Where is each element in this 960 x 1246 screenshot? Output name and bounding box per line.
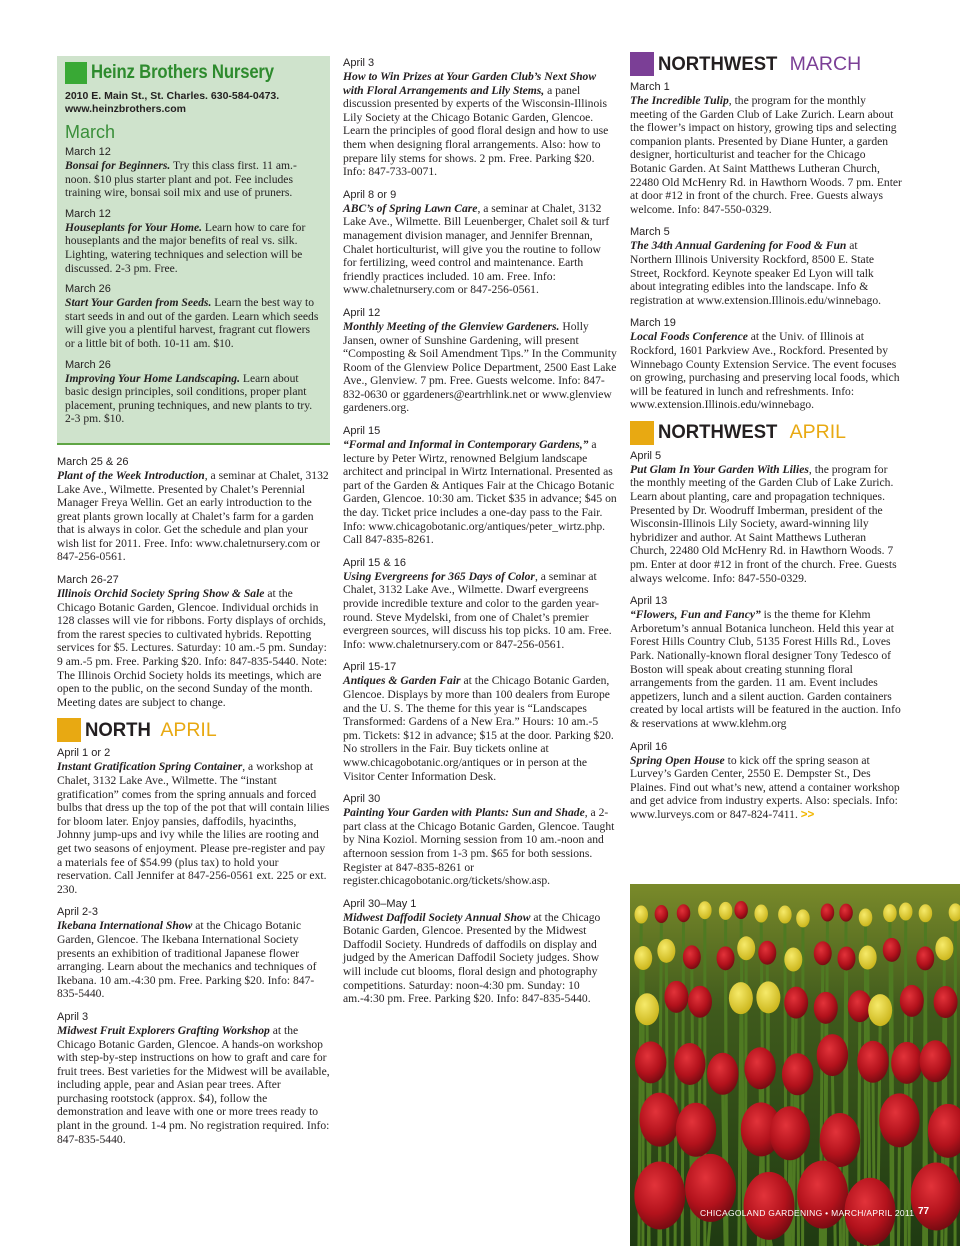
event-description	[630, 239, 902, 307]
tulip-bloom	[935, 936, 953, 960]
tulip-bloom	[814, 941, 832, 965]
event-text: Learn the best way to start seeds in and out of the garden. Learn which seeds will give you a plentiful harvest, fragrant cut flowers or a little bit of both. 10-11 am. $10.	[65, 296, 319, 350]
event-item	[630, 449, 902, 585]
event-text: Learn about basic design principles, soil conditions, proper plant placement, pruning techniques, and new plants to try. 2-3 pm. $10.	[65, 371, 313, 426]
northwest-march-heading	[630, 52, 902, 76]
tulip-bloom	[657, 939, 675, 963]
tulip-bloom	[756, 981, 780, 1013]
event-item	[343, 660, 617, 783]
tulip-bloom	[674, 1043, 706, 1085]
tulip-bloom	[839, 904, 853, 922]
column-1-event-list	[57, 455, 330, 710]
event-text: , a seminar at Chalet, 3132 Lake Ave., Wilmette. Dwarf evergreens provide incredible texture and color to the garden year-round. Steve Mydelski, from one of Chalet’s premier evergreen sources, will discuss his top picks. 10 am. Free. Info: www.chaletnursery.com or 847-256-0561.	[343, 569, 612, 651]
event-description	[65, 296, 322, 350]
event-title: Spring Open House	[630, 753, 725, 767]
event-date: April 15 & 16	[343, 556, 406, 569]
event-text: , the program for the monthly meeting of the Garden Club of Lake Zurich. Learn about the flower’s impact on history, growing tips and selecting companion plants. Presented by Diane Hunter, a garden designer, horticulturist and teacher for the Chicago Botanic Garden. At Saint Matthews Lutheran Church, 22480 Old McHenry Rd. in Hawthorn Woods. 7 pm. Enter at door #12 in front of the church. Free. Guests always welcome. Info: 847-550-0329.	[630, 94, 902, 216]
tulip-bloom	[688, 986, 712, 1018]
event-date: April 30–May 1	[343, 897, 417, 910]
event-text: at the Chicago Botanic Garden, Glencoe. Displays by more than 100 dealers from Europe and the U. S. The theme for this year is “Landscapes Transformed: Gardens of a New Era.” Hours: 10 am.-5 pm. Tickets: $12 in advance; $15 at the door. Parking $20. No strollers in the Fair. Buy tickets online at www.chicagobotanic.org/antiques or in person at the Visitor Center Information Desk.	[343, 674, 614, 783]
tulip-bloom	[677, 904, 691, 922]
event-description	[65, 159, 322, 200]
event-description	[630, 754, 902, 822]
section-region: NORTHWEST	[658, 421, 778, 444]
tulip-bloom	[737, 936, 755, 960]
tulip-bloom	[859, 946, 877, 970]
event-text: at the Chicago Botanic Garden, Glencoe. Individual orchids in 128 classes will vie for ribbons. Forty displays of orchids, from the rarest species to cultivated hybrids. Repotting services for $5. Lectures. Saturday: 10 am.-5 pm. Sunday: 9 am.-5 pm. Free. Parking $20. Info: 847-835-5440. Note: The Illinois Orchid Society holds its meetings, which are open to the public, on the second Sunday of the month. Meeting dates are subject to change.	[57, 587, 328, 709]
event-date: March 1	[630, 81, 670, 93]
event-item	[65, 145, 322, 200]
event-description	[57, 469, 330, 564]
event-item	[343, 424, 617, 547]
continued-arrow-icon[interactable]: >>	[800, 807, 815, 821]
tulip-bloom	[734, 901, 748, 919]
tulip-bloom	[782, 1053, 814, 1095]
tulip-bloom	[848, 990, 872, 1022]
event-text: to kick off the spring season at Lurvey’s Garden Center, 2550 E. Dempster St., Des Plaines. Find out what’s new, attend a container workshop and get advice from industry experts. Also: specials. Info: www.lurveys.com or 847-824-7411.	[630, 753, 900, 821]
event-description	[343, 438, 617, 547]
tulip-bloom	[879, 1093, 920, 1147]
tulip-bloom	[744, 1172, 795, 1240]
event-text: at Northern Illinois University Rockford, 8500 E. State Street, Rockford. Keynote speaker Ed Lyon will talk about integrating edibles into the landscape. Info & registration at www.extension.Illinois.edu/winnebago.	[630, 239, 882, 307]
event-item	[630, 740, 902, 822]
event-description	[343, 911, 617, 1006]
event-date: March 26-27	[57, 574, 119, 587]
event-text: , a 2-part class at the Chicago Botanic Garden, Glencoe. Taught by Nina Koziol. Morning session from 10 am.-noon and afternoon session from 1-3 pm. $65 for both sessions. Register at 847-835-8261 or register.chicagobotanic.org/tickets/show.asp.	[343, 806, 615, 888]
green-square-icon	[65, 62, 87, 84]
event-date: April 2-3	[57, 906, 98, 919]
sponsor-box	[57, 56, 330, 445]
event-title: “Formal and Informal in Contemporary Gardens,”	[343, 438, 589, 452]
event-description	[630, 608, 902, 730]
north-april-heading	[57, 718, 330, 742]
tulip-bloom	[655, 905, 669, 923]
event-title: How to Win Prizes at Your Garden Club’s Next Show with Floral Arrangements and Lily Stems,	[343, 70, 597, 97]
sponsor-header	[65, 62, 322, 84]
tulip-bloom	[634, 1162, 685, 1230]
tulip-field-image	[630, 884, 960, 1246]
sponsor-address: 2010 E. Main St., St. Charles. 630-584-0473.	[65, 90, 280, 102]
event-text: a lecture by Peter Wirtz, renowned Belgium landscape architect and principal in Wirtz International. Presented as part of the Garden & Antiques Fair at the Chicago Botanic Garden, Glencoe. 10:30 am. Ticket $35 in advance; $45 on the day. Ticket price includes a one-day pass to the Fair. Info: www.chicagobotanic.org/antiques/peter_wirtz.php. Call 847-835-8261.	[343, 438, 617, 547]
event-item	[343, 897, 617, 1006]
tulip-bloom	[814, 992, 838, 1024]
event-item	[343, 556, 617, 652]
event-date: March 26	[65, 358, 111, 371]
event-item	[630, 594, 902, 730]
tulip-bloom	[920, 1040, 952, 1082]
event-date: April 12	[343, 306, 381, 319]
event-item	[65, 207, 322, 275]
event-title: The Incredible Tulip	[630, 94, 729, 107]
event-title: Houseplants for Your Home.	[65, 220, 203, 234]
event-text: is the theme for Klehm Arboretum’s annual Botanica luncheon. Held this year at Forest Hills Country Club, 5135 Forest Hills Rd., Loves Park. Nationally-known floral designer Tony Tedesco of Boston will speak about creating stunning floral arrangements from the garden. 11 am. Event includes appetizers, lunch and a silent auction. Garden containers created by local artists will be featured in the auction. Info & reservations at www.klehm.org	[630, 608, 901, 730]
tulip-bloom	[635, 993, 659, 1025]
event-date: April 13	[630, 595, 668, 608]
event-date: March 26	[65, 283, 111, 296]
tulip-bloom	[796, 909, 810, 927]
event-date: April 8 or 9	[343, 188, 397, 201]
event-date: March 12	[65, 207, 111, 220]
event-text: at the Chicago Botanic Garden, Glencoe. Presented by the Midwest Daffodil Society. Hundreds of daffodils on display and judged by the American Daffodil Society judges. Show will include cut blooms, floral design and photography competitions. Saturday: noon-4:30 pm. Sunday: 10 am.-4:30 pm. Free. Parking $20. Info: 847-835-5440.	[343, 910, 601, 1006]
event-text: Holly Jansen, owner of Sunshine Gardening, will present “Composting & Soil Amendment Tips.” In the Community Room of the Glenview Police Department, 2500 East Lake Ave., Glenview. 7 pm. Free. Guests welcome. Info: 847-832-0630 or ggardeners@eartrhlink.net or www.glenview gardeners.org.	[343, 319, 617, 415]
column-2-event-list	[343, 56, 617, 1006]
page-footer: CHICAGOLAND GARDENING • MARCH/APRIL 2011	[700, 1208, 915, 1218]
section-month: MARCH	[789, 52, 862, 75]
event-date: April 15	[343, 425, 381, 438]
event-item	[57, 1010, 330, 1146]
event-date: March 25 & 26	[57, 455, 129, 468]
tulip-bloom	[784, 987, 808, 1019]
event-description	[630, 463, 902, 585]
tulip-bloom	[883, 904, 897, 922]
event-description	[630, 330, 902, 412]
event-text: , a workshop at Chalet, 3132 Lake Ave., Wilmette. The “instant gratification” comes from the spring annuals and forced bulbs that dress up the top of the pot that will contain lilies for bloom later. Enjoy pansies, daffodils, hyacinths, Johnny jump-ups and ivy while the lilies are rooting and get two seasons of enjoyment. Please pre-register and pay a materials fee of $54.99 (plus tax) to hold your reservation. Call Jennifer at 847-256-0561 ext. 225 or ext. 230.	[57, 760, 330, 896]
event-date: April 3	[343, 57, 375, 69]
section-month: APRIL	[789, 421, 847, 444]
event-item	[343, 56, 617, 179]
tulip-bloom	[729, 982, 753, 1014]
north-april-event-list	[57, 746, 330, 1146]
tulip-bloom	[817, 1034, 849, 1076]
event-date: April 15-17	[343, 661, 397, 674]
event-title: Monthly Meeting of the Glenview Gardeners.	[343, 319, 560, 333]
tulip-bloom	[778, 905, 792, 923]
yellow-square-icon	[57, 718, 81, 742]
tulip-bloom	[919, 904, 933, 922]
event-description	[343, 806, 617, 888]
event-title: Using Evergreens for 365 Days of Color	[343, 569, 535, 583]
sponsor-website: www.heinzbrothers.com	[65, 103, 186, 115]
tulip-bloom	[916, 946, 934, 970]
event-item	[65, 282, 322, 350]
event-title: Midwest Daffodil Society Annual Show	[343, 910, 531, 924]
tulip-bloom	[717, 946, 735, 970]
event-title: Instant Gratification Spring Container	[57, 760, 243, 774]
event-description	[57, 919, 330, 1001]
event-description	[57, 587, 330, 709]
event-date: April 3	[57, 1010, 89, 1023]
sponsor-month: March	[65, 122, 116, 142]
tulip-bloom	[883, 938, 901, 962]
tulip-bloom	[837, 946, 855, 970]
tulip-bloom	[891, 1042, 923, 1084]
event-description	[57, 1024, 330, 1146]
event-title: Bonsai for Beginners.	[65, 159, 171, 172]
tulip-bloom	[635, 1041, 666, 1083]
event-item	[630, 225, 902, 307]
tulip-bloom	[664, 981, 688, 1013]
tulip-bloom	[698, 901, 712, 919]
event-title: Painting Your Garden with Plants: Sun and Shade	[343, 806, 585, 820]
tulip-bloom	[676, 1103, 717, 1157]
event-description	[343, 320, 617, 415]
event-description	[343, 570, 617, 652]
event-date: April 5	[630, 449, 662, 462]
event-date: March 5	[630, 226, 670, 239]
column-1	[57, 56, 330, 1155]
event-description	[65, 221, 322, 275]
tulip-bloom	[857, 1041, 889, 1083]
event-description	[343, 70, 617, 179]
tulip-bloom	[868, 994, 892, 1026]
tulip-bloom	[744, 1047, 776, 1089]
event-title: Midwest Fruit Explorers Grafting Workshop	[57, 1023, 270, 1037]
event-description	[630, 94, 902, 216]
tulip-bloom	[683, 945, 701, 969]
northwest-april-heading	[630, 421, 902, 445]
event-text: , the program for the monthly meeting of the Garden Club of Lake Zurich. Learn about planting, care and propagation techniques. Presented by Dr. Woodruff Imberman, president of the Wisconsin-Illinois Lily Society, award-winning lily hybridizer and author. At Saint Matthews Lutheran Church, 22480 Old McHenry Rd. in Hawthorn Woods. 7 pm. Enter at door #12 in front of the church. Free. Guests always welcome. Info: 847-550-0329.	[630, 462, 897, 585]
event-item	[630, 80, 902, 216]
tulip-bloom	[770, 1106, 811, 1160]
event-title: Put Glam In Your Garden With Lilies	[630, 462, 809, 476]
tulip-bloom	[899, 903, 913, 921]
page-number: 77	[918, 1206, 930, 1217]
yellow-square-icon	[630, 421, 654, 445]
event-date: April 30	[343, 793, 381, 806]
event-description	[57, 760, 330, 896]
event-item	[343, 306, 617, 415]
event-title: Improving Your Home Landscaping.	[65, 371, 241, 385]
event-date: April 16	[630, 740, 668, 753]
event-title: Illinois Orchid Society Spring Show & Sale	[57, 587, 265, 601]
tulip-bloom	[639, 1093, 680, 1147]
event-item	[343, 188, 617, 297]
event-date: March 19	[630, 317, 676, 330]
northwest-april-event-list	[630, 449, 902, 822]
event-description	[343, 674, 617, 783]
event-date: April 1 or 2	[57, 747, 111, 760]
tulip-bloom	[754, 904, 768, 922]
tulip-bloom	[634, 946, 652, 970]
tulip-bloom	[784, 947, 802, 971]
event-text: Try this class first. 11 am.-noon. $10 plus starter plant and pot. Fee includes training wire, bonsai soil mix and use of pruners.	[65, 159, 297, 200]
event-item	[57, 455, 330, 564]
tulip-bloom	[911, 1162, 960, 1230]
event-item	[57, 905, 330, 1001]
event-title: Antiques & Garden Fair	[343, 674, 461, 688]
purple-square-icon	[630, 52, 654, 76]
event-item	[57, 573, 330, 709]
tulip-photo	[630, 884, 960, 1246]
event-title: Plant of the Week Introduction	[57, 468, 205, 482]
event-title: Start Your Garden from Seeds.	[65, 296, 212, 310]
event-title: Ikebana International Show	[57, 919, 193, 933]
event-description	[65, 372, 322, 426]
event-title: The 34th Annual Gardening for Food & Fun	[630, 239, 847, 253]
section-month: APRIL	[160, 718, 217, 741]
event-item	[65, 358, 322, 426]
tulip-bloom	[900, 985, 924, 1017]
tulip-bloom	[821, 903, 835, 921]
sponsor-name: Heinz Brothers Nursery	[91, 62, 274, 83]
sponsor-address-block	[65, 90, 322, 116]
event-title: Local Foods Conference	[630, 330, 748, 344]
event-item	[630, 316, 902, 412]
sponsor-event-list	[65, 145, 322, 426]
section-region: NORTH	[85, 718, 151, 741]
tulip-bloom	[934, 986, 958, 1018]
event-title: ABC’s of Spring Lawn Care	[343, 201, 478, 215]
column-2	[343, 56, 617, 1015]
tulip-bloom	[634, 906, 647, 924]
event-item	[57, 746, 330, 896]
tulip-bloom	[859, 908, 873, 926]
event-text: , a seminar at Chalet, 3132 Lake Ave., Wilmette. Presented by Chalet’s Perennial Manager Freya Wellin. Get an early introduction to the great plants grown locally at Chalet’s farm for a garden that is always in color. Get the schedule and plan your wish list for 2011. Free. Info: www.chaletnursery.com or 847-256-0561.	[57, 468, 329, 564]
event-title: “Flowers, Fun and Fancy”	[630, 608, 761, 622]
tulip-bloom	[758, 941, 776, 965]
event-text: Learn how to care for houseplants and the major benefits of real vs. silk. Lighting, watering techniques and selection will be discussed. 2-3 pm. Free.	[65, 220, 306, 275]
tulip-bloom	[707, 1053, 739, 1095]
event-text: at the Chicago Botanic Garden, Glencoe. A hands-on workshop with step-by-step instructions on how to graft and care for fruit trees. Best varieties for the Midwest will be available, including apple, pear and Asian pear trees. After purchasing rootstock (approx. $4), follow the demonstration and leave with one or more trees ready to plant in the ground. 1-4 pm. No registration required. Info: 847-835-5440.	[57, 1023, 330, 1146]
northwest-march-event-list	[630, 80, 902, 412]
event-description	[343, 202, 617, 297]
event-text: , a seminar at Chalet, 3132 Lake Ave., Wilmette. Bill Leuenberger, Chalet soil & turf management division manager, and Jennifer Brennan, Chalet horticulturist, will give you the routine to follow for fertilizing, weed control and maintenance. Earth friendly practices included. 10 am. Free. Info: www.chaletnursery.com or 847-256-0561.	[343, 201, 610, 297]
tulip-bloom	[719, 902, 733, 920]
tulip-stem	[898, 1142, 899, 1246]
event-text: at the Chicago Botanic Garden, Glencoe. The Ikebana International Society presents an exhibition of traditional Japanese flower arranging. Learn about the mechanics and techniques of Ikebana. 10 am.-4:30 pm. Free. Parking $20. Info: 847-835-5440.	[57, 919, 317, 1001]
event-text: a panel discussion presented by experts of the Wisconsin-Illinois Lily Society at the Chicago Botanic Garden, Glencoe. Learn the principles of good floral design and how to use them when designing floral arrangements. Also: how to prepare lily stems for shows. 2 pm. Free. Parking $20. Info: 847-733-0071.	[343, 83, 609, 179]
event-text: at the Univ. of Illinois at Rockford, 1601 Parkview Ave., Rockford. Presented by Winnebago County Extension Service. The event focuses on growing, purchasing and preserving local foods, which will be featured in lunch and refreshments. Info: www.extension.Illinois.edu/winnebago.	[630, 330, 900, 412]
tulip-bloom	[820, 1113, 861, 1167]
column-3	[630, 52, 902, 831]
event-item	[343, 792, 617, 888]
event-date: March 12	[65, 146, 111, 158]
tulip-bloom	[797, 1161, 848, 1229]
section-region: NORTHWEST	[658, 52, 778, 75]
